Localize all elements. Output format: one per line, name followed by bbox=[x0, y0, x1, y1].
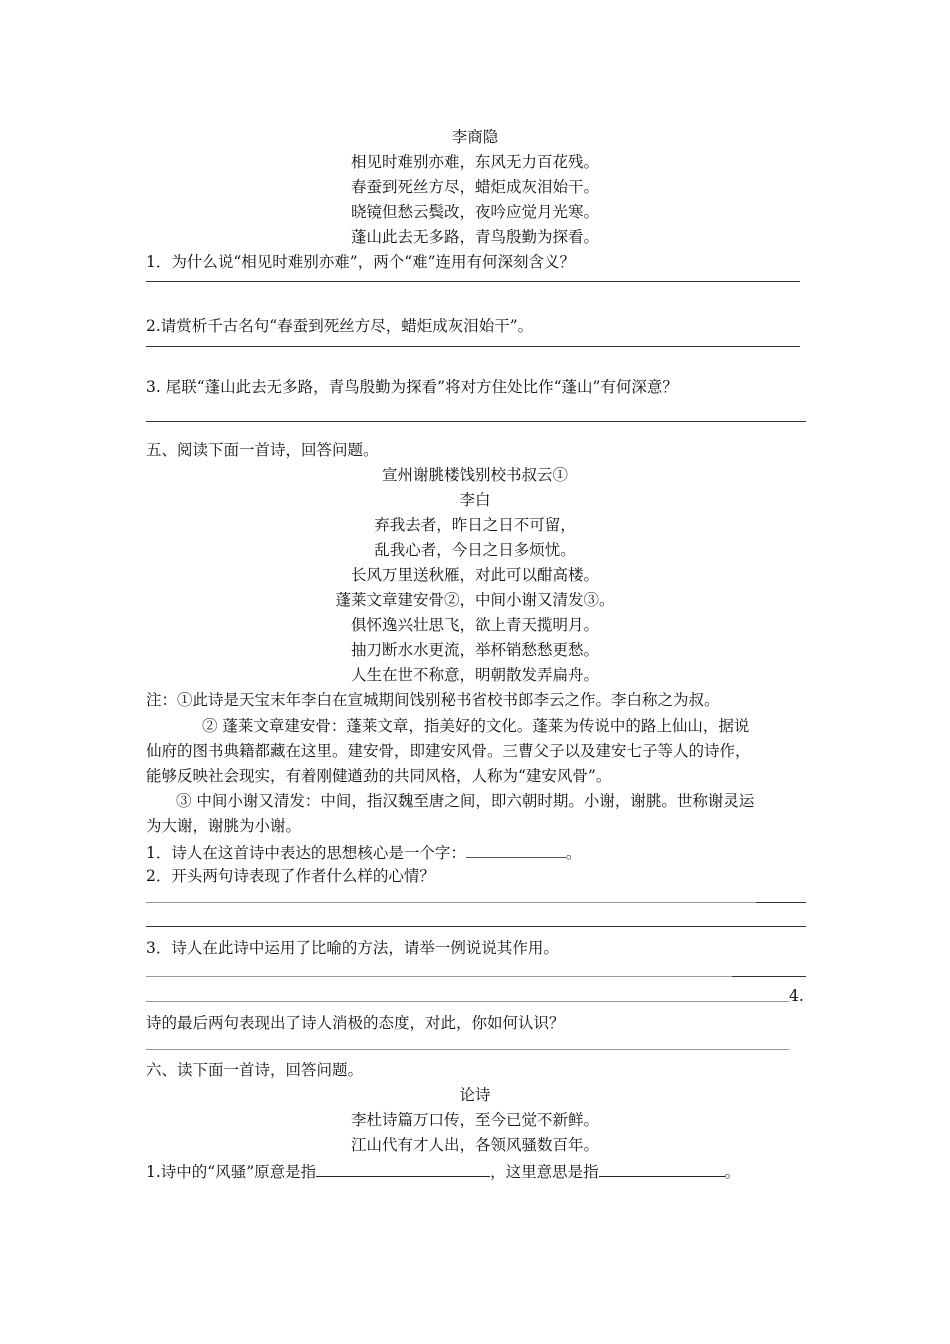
note-3-line-1: ③ 中间小谢又清发：中间，指汉魏至唐之间，即六朝时期。小谢，谢朓。世称谢灵运 bbox=[176, 792, 755, 810]
section6-line-1: 李杜诗篇万口传，至今已觉不新鲜。 bbox=[350, 1111, 599, 1129]
section5-line-4: 蓬莱文章建安骨②，中间小谢又清发③。 bbox=[335, 591, 615, 609]
answer-line[interactable] bbox=[146, 926, 806, 927]
section5-poem-author: 李白 bbox=[459, 491, 491, 509]
question-1-end: 。 bbox=[565, 844, 582, 862]
answer-line[interactable] bbox=[146, 902, 756, 903]
section5-line-3: 长风万里送秋雁，对此可以酣高楼。 bbox=[350, 566, 599, 584]
section5-question-4: 诗的最后两句表现出了诗人消极的态度，对此，你如何认识？ bbox=[146, 1014, 565, 1032]
poem1-line-2: 春蚕到死丝方尽，蜡炬成灰泪始干。 bbox=[350, 178, 599, 196]
section5-question-2: 2．开头两句诗表现了作者什么样的心情？ bbox=[146, 867, 435, 885]
note-2-line-3: 能够反映社会现实，有着刚健遒劲的共同风格，人称为“建安风骨”。 bbox=[146, 767, 612, 785]
poem1-line-1: 相见时难别亦难，东风无力百花残。 bbox=[350, 153, 599, 171]
section5-question-3: 3．诗人在此诗中运用了比喻的方法，请举一例说说其作用。 bbox=[146, 939, 559, 957]
note-2-line-1: ② 蓬莱文章建安骨：蓬莱文章，指美好的文化。蓬莱为传说中的路上仙山，据说 bbox=[202, 717, 750, 735]
section5-line-7: 人生在世不称意，明朝散发弄扁舟。 bbox=[350, 666, 599, 684]
answer-line[interactable] bbox=[146, 346, 800, 347]
answer-line[interactable] bbox=[146, 421, 806, 422]
answer-line[interactable] bbox=[146, 281, 800, 282]
section6-heading: 六、读下面一首诗，回答问题。 bbox=[146, 1061, 364, 1079]
section5-line-1: 弃我去者，昨日之日不可留， bbox=[374, 516, 576, 534]
answer-line[interactable] bbox=[756, 902, 806, 903]
note-3-line-2: 为大谢，谢朓为小谢。 bbox=[146, 817, 302, 835]
poem1-question-2: 2.请赏析千古名句“春蚕到死丝方尽，蜡炬成灰泪始干”。 bbox=[146, 317, 534, 335]
question-text: ，这里意思是指 bbox=[490, 1163, 599, 1181]
section6-poem-title: 论诗 bbox=[459, 1086, 491, 1104]
section5-line-5: 俱怀逸兴壮思飞，欲上青天揽明月。 bbox=[350, 616, 599, 634]
section5-heading: 五、阅读下面一首诗，回答问题。 bbox=[146, 441, 379, 459]
note-2-line-2: 仙府的图书典籍都藏在这里。建安骨，即建安风骨。三曹父子以及建安七子等人的诗作， bbox=[146, 742, 751, 760]
section5-line-6: 抽刀断水水更流，举杯销愁愁更愁。 bbox=[350, 641, 599, 659]
answer-line[interactable] bbox=[146, 1049, 789, 1050]
question-text: 1.诗中的“风骚”原意是指 bbox=[146, 1163, 317, 1181]
answer-line[interactable] bbox=[146, 1001, 789, 1002]
poem1-line-3: 晓镜但愁云鬓改，夜吟应觉月光寒。 bbox=[350, 203, 599, 221]
section5-line-2: 乱我心者，今日之日多烦忧。 bbox=[374, 541, 576, 559]
answer-blank[interactable] bbox=[466, 841, 566, 858]
section5-poem-title: 宣州谢朓楼饯别校书叔云① bbox=[381, 466, 568, 484]
answer-line[interactable] bbox=[732, 976, 806, 977]
poem1-author: 李商隐 bbox=[451, 128, 499, 146]
poem1-question-3: 3. 尾联“蓬山此去无多路，青鸟殷勤为探看”将对方住处比作“蓬山”有何深意？ bbox=[146, 378, 678, 396]
poem1-line-4: 蓬山此去无多路，青鸟殷勤为探看。 bbox=[350, 228, 599, 246]
section6-question-1 bbox=[146, 1160, 740, 1182]
question-1-text: 1．诗人在这首诗中表达的思想核心是一个字： bbox=[146, 844, 466, 862]
question-4-number: 4. bbox=[789, 987, 804, 1005]
section5-question-1 bbox=[146, 841, 581, 863]
poem1-question-1: 1．为什么说“相见时难别亦难”，两个“难”连用有何深刻含义？ bbox=[146, 253, 576, 271]
question-end: 。 bbox=[724, 1163, 741, 1181]
answer-blank[interactable] bbox=[599, 1160, 725, 1177]
section6-line-2: 江山代有才人出，各领风骚数百年。 bbox=[350, 1136, 599, 1154]
note-1: 注：①此诗是天宝末年李白在宣城期间饯别秘书省校书郎李云之作。李白称之为叔。 bbox=[146, 691, 720, 709]
answer-blank[interactable] bbox=[316, 1160, 490, 1177]
answer-line[interactable] bbox=[146, 976, 732, 977]
